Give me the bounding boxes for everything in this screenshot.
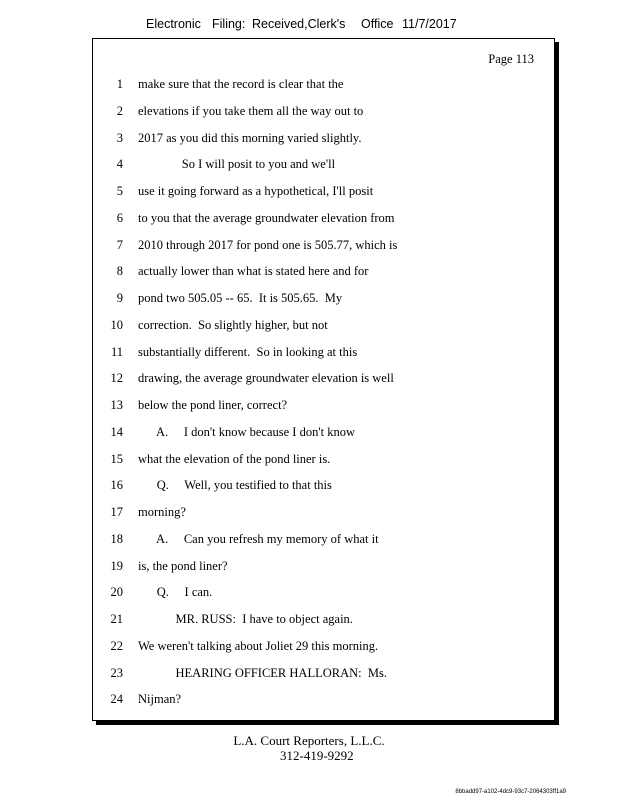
line-text: MR. RUSS: I have to object again. xyxy=(138,612,353,626)
line-text: A. Can you refresh my memory of what it xyxy=(138,531,379,546)
footer-company: L.A. Court Reporters, L.L.C. xyxy=(233,733,385,748)
line-text: 2010 through 2017 for pond one is 505.77, which is xyxy=(138,237,398,252)
line-number: 15 xyxy=(110,451,123,466)
filing-header-electronic: Electronic xyxy=(146,17,201,31)
line-number: 24 xyxy=(110,692,123,707)
line-number: 14 xyxy=(110,424,123,439)
filing-header-date: 11/7/2017 xyxy=(402,17,457,31)
line-text: is, the pond liner? xyxy=(138,558,228,573)
line-number: 4 xyxy=(116,157,123,172)
line-text: drawing, the average groundwater elevation is well xyxy=(138,371,394,386)
line-text: Nijman? xyxy=(138,692,182,707)
line-number: 19 xyxy=(110,558,123,573)
filing-header-filing: Filing: xyxy=(212,17,246,31)
line-text: correction. So slightly higher, but not xyxy=(138,317,328,332)
line-number: 12 xyxy=(110,371,123,386)
line-text: below the pond liner, correct? xyxy=(138,398,288,412)
line-number: 11 xyxy=(110,344,123,359)
line-number: 17 xyxy=(110,505,123,519)
document-id: 8bbadd97-a102-4dc9-93c7-2064303ff1a9 xyxy=(455,789,566,795)
line-text: to you that the average groundwater elevation from xyxy=(138,210,395,225)
line-text: actually lower than what is stated here and for xyxy=(138,264,369,279)
line-text: pond two 505.05 -- 65. It is 505.65. My xyxy=(138,291,343,305)
line-number: 5 xyxy=(116,184,123,198)
line-number: 1 xyxy=(116,77,123,91)
line-text: Q. Well, you testified to that this xyxy=(138,478,332,493)
footer-phone: 312-419-9292 xyxy=(280,748,354,763)
line-number: 6 xyxy=(116,210,123,225)
line-text: So I will posit to you and we'll xyxy=(138,157,336,172)
line-text: morning? xyxy=(138,505,186,519)
line-number: 23 xyxy=(110,665,123,680)
line-number: 13 xyxy=(110,398,123,412)
line-text: elevations if you take them all the way out to xyxy=(138,103,364,118)
filing-header-office: Office xyxy=(361,17,394,31)
line-text: what the elevation of the pond liner is. xyxy=(138,451,331,466)
line-number: 2 xyxy=(116,103,123,118)
line-text: We weren't talking about Joliet 29 this morning. xyxy=(138,638,379,653)
line-text: A. I don't know because I don't know xyxy=(138,424,355,439)
line-number: 22 xyxy=(110,638,123,653)
line-text: 2017 as you did this morning varied slightly. xyxy=(138,130,362,145)
transcript-page xyxy=(92,38,555,721)
line-text: make sure that the record is clear that the xyxy=(138,77,344,91)
line-text: use it going forward as a hypothetical, I'll posit xyxy=(138,184,374,198)
line-text: HEARING OFFICER HALLORAN: Ms. xyxy=(138,665,387,680)
line-number: 20 xyxy=(110,585,123,600)
line-number: 9 xyxy=(116,291,123,305)
line-number: 18 xyxy=(110,531,123,546)
line-text: substantially different. So in looking at this xyxy=(138,344,358,359)
page-number: Page 113 xyxy=(488,52,534,66)
filing-header xyxy=(0,17,618,37)
line-number: 7 xyxy=(116,237,123,252)
filing-header-received: Received,Clerk's xyxy=(252,17,346,31)
line-text: Q. I can. xyxy=(138,585,213,600)
line-number: 10 xyxy=(110,317,123,332)
line-number: 21 xyxy=(110,612,123,626)
line-number: 3 xyxy=(116,130,123,145)
line-number: 8 xyxy=(116,264,123,279)
line-number: 16 xyxy=(110,478,123,493)
